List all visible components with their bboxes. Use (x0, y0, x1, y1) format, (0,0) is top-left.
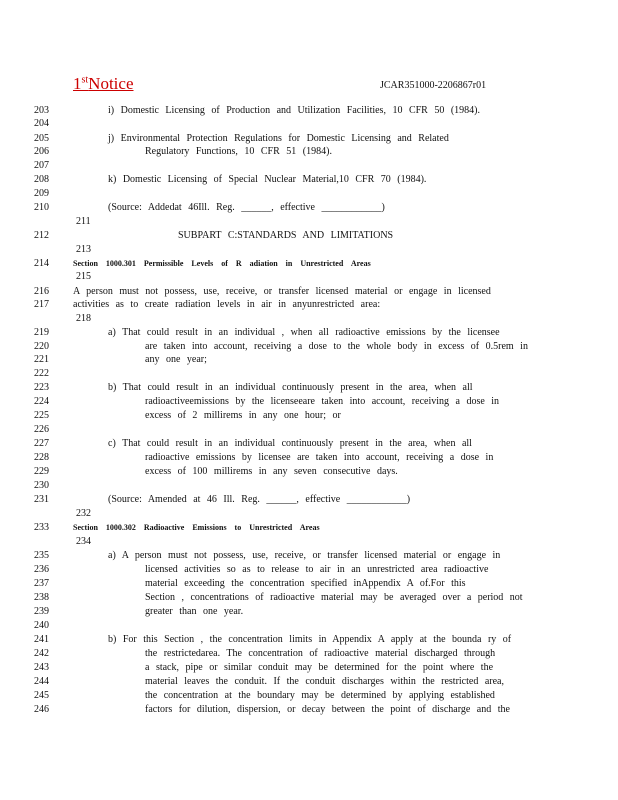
line-number: 207 (34, 160, 49, 171)
line-text: factors for dilution, dispersion, or decay between the point of discharge and the (145, 704, 510, 715)
line-text: any one year; (145, 354, 207, 365)
line-number: 203 (34, 105, 49, 116)
line-text: a) A person must not possess, use, receive, or transfer licensed material or engage in (108, 550, 501, 561)
line-number: 220 (34, 341, 49, 352)
line-text: activities as to create radiation levels in air in anyunrestricted area: (73, 299, 381, 310)
line-text: i) Domestic Licensing of Production and Utilization Facilities, 10 CFR 50 (1984). (108, 105, 481, 116)
line-text: the restrictedarea. The concentration of radioactive material discharged through (145, 648, 496, 659)
line-text: material exceeding the concentration specified inAppendix A of.For this (145, 578, 466, 589)
line-text: Regulatory Functions, 10 CFR 51 (1984). (145, 146, 332, 157)
line-number: 239 (34, 606, 49, 617)
line-text: excess of 100 millirems in any seven consecutive days. (145, 466, 398, 477)
line-number: 205 (34, 133, 49, 144)
line-text: A person must not possess, use, receive, or transfer licensed material or engage in licensed (73, 286, 491, 297)
line-text: the concentration at the boundary may be determined by applying established (145, 690, 495, 701)
line-number: 245 (34, 690, 49, 701)
line-text: a stack, pipe or similar conduit may be determined for the point where the (145, 662, 494, 673)
line-number: 219 (34, 327, 49, 338)
line-number: 240 (34, 620, 49, 631)
line-text: Section , concentrations of radioactive material may be averaged over a period not (145, 592, 523, 603)
line-number: 221 (34, 354, 49, 365)
line-number: 225 (34, 410, 49, 421)
line-number: 218 (76, 313, 91, 324)
line-text: excess of 2 millirems in any one hour; or (145, 410, 341, 421)
line-number: 217 (34, 299, 49, 310)
line-number: 246 (34, 704, 49, 715)
line-number: 212 (34, 230, 49, 241)
section-heading: Section 1000.301 Permissible Levels of R adiation in Unrestricted Areas (73, 259, 371, 268)
line-text: licensed activities so as to release to air in an unrestricted area radioactive (145, 564, 489, 575)
line-text: (Source: Addedat 46Ill. Reg. ______, effective ____________) (108, 202, 385, 213)
line-number: 243 (34, 662, 49, 673)
line-number: 216 (34, 286, 49, 297)
line-text: greater than one year. (145, 606, 244, 617)
line-number: 234 (76, 536, 91, 547)
line-text: radioactive emissions by licensee are taken into account, receiving a dose in (145, 452, 494, 463)
line-number: 228 (34, 452, 49, 463)
notice-word: Notice (88, 74, 134, 93)
line-number: 204 (34, 118, 49, 129)
line-number: 242 (34, 648, 49, 659)
line-number: 215 (76, 271, 91, 282)
line-number: 211 (76, 216, 91, 227)
line-text: radioactiveemissions by the licenseeare taken into account, receiving a dose in (145, 396, 500, 407)
line-number: 230 (34, 480, 49, 491)
line-text: material leaves the conduit. If the conduit discharges within the restricted area, (145, 676, 504, 687)
line-number: 233 (34, 522, 49, 533)
line-number: 235 (34, 550, 49, 561)
line-text: (Source: Amended at 46 Ill. Reg. ______, effective ____________) (108, 494, 411, 505)
line-number: 226 (34, 424, 49, 435)
line-text: are taken into account, receiving a dose to the whole body in excess of 0.5rem in (145, 341, 528, 352)
line-number: 232 (76, 508, 91, 519)
line-number: 214 (34, 258, 49, 269)
line-number: 238 (34, 592, 49, 603)
notice-ordinal-suffix: st (81, 74, 89, 86)
line-number: 213 (76, 244, 91, 255)
line-text: SUBPART C:STANDARDS AND LIMITATIONS (178, 230, 394, 241)
line-number: 224 (34, 396, 49, 407)
line-number: 209 (34, 188, 49, 199)
document-id: JCAR351000-2206867r01 (380, 80, 487, 91)
line-number: 210 (34, 202, 49, 213)
line-number: 237 (34, 578, 49, 589)
line-text: c) That could result in an individual continuously present in the area, when all (108, 438, 472, 449)
line-number: 206 (34, 146, 49, 157)
line-number: 236 (34, 564, 49, 575)
line-number: 231 (34, 494, 49, 505)
line-text: b) For this Section , the concentration limits in Appendix A apply at the bounda ry of (108, 634, 512, 645)
line-number: 241 (34, 634, 49, 645)
line-number: 222 (34, 368, 49, 379)
line-text: a) That could result in an individual , when all radioactive emissions by the licensee (108, 327, 500, 338)
section-heading: Section 1000.302 Radioactive Emissions to Unrestricted Areas (73, 523, 320, 532)
notice-number: 1 (73, 74, 82, 93)
line-number: 227 (34, 438, 49, 449)
line-number: 223 (34, 382, 49, 393)
line-text: k) Domestic Licensing of Special Nuclear Material,10 CFR 70 (1984). (108, 174, 427, 185)
line-number: 208 (34, 174, 49, 185)
line-number: 244 (34, 676, 49, 687)
line-text: b) That could result in an individual continuously present in the area, when all (108, 382, 473, 393)
line-text: j) Environmental Protection Regulations for Domestic Licensing and Related (108, 133, 449, 144)
line-number: 229 (34, 466, 49, 477)
notice-title (73, 74, 146, 94)
